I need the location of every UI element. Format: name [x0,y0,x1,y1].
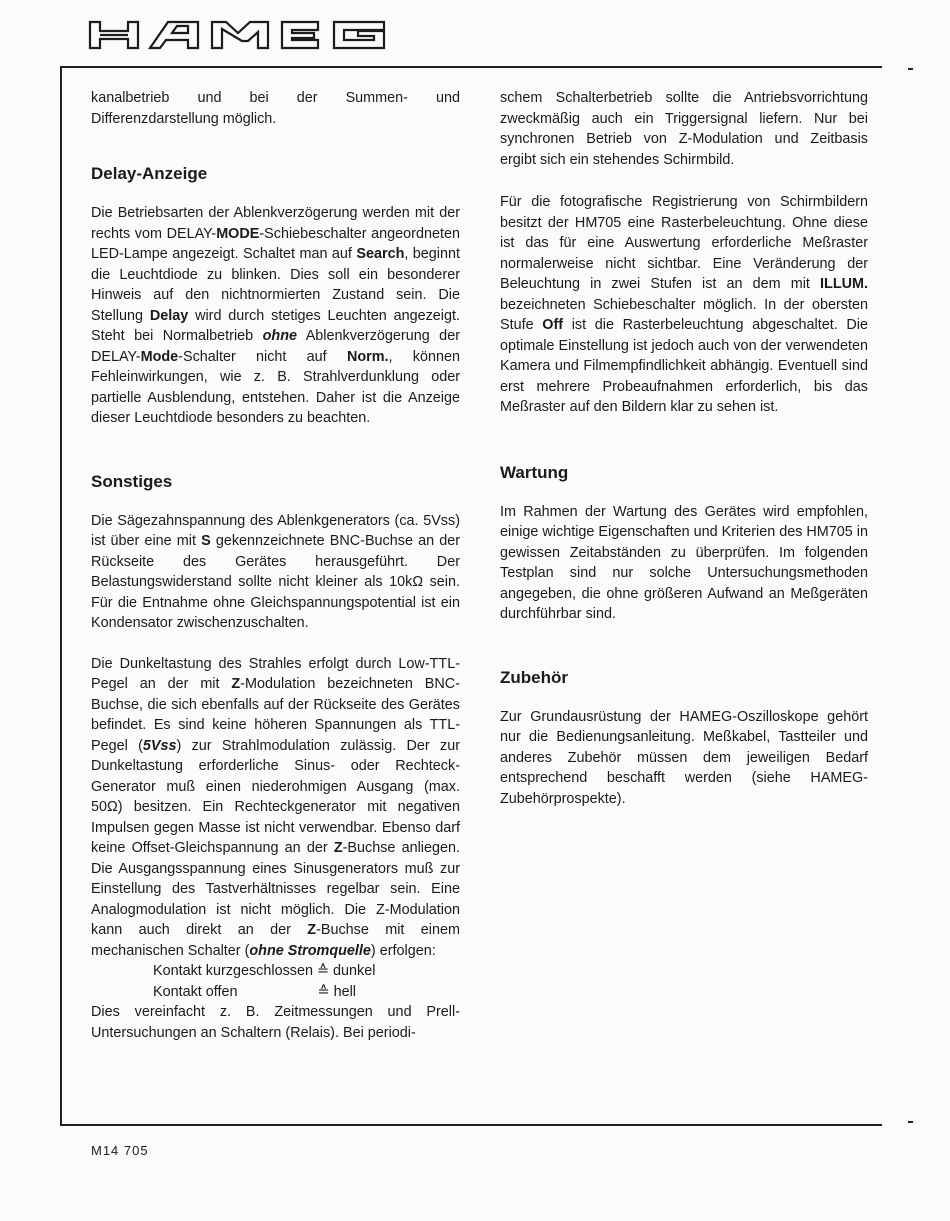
left-column [91,88,460,1043]
sonstiges-paragraph-1: Die Sägezahnspannung des Ablenkgenerators (ca. 5Vss) ist über eine mit S gekennzeichnete BNC-Buchse an der Rückseite des Gerätes herausgeführt. Der Belastungswiderstand sollte nicht kleiner als 10kΩ sein. Für die Entnahme ohne Gleichspannungspotential ist ein Kondensator zwischenzuschalten. [91,512,460,631]
bottom-rule [60,1124,882,1126]
heading-delay-anzeige: Delay-Anzeige [91,164,208,183]
sonstiges-paragraph-3: Dies vereinfacht z. B. Zeitmessungen und Prell-Untersuchungen an Schaltern (Relais). Bei periodi- [91,1004,460,1041]
right-paragraph-1: schem Schalterbetrieb sollte die Antriebsvorrichtung zweckmäßig auch ein Triggersignal liefern. Nur bei synchronen Betrieb von Z-Modulation und Zeitbasis ergibt sich ein stehendes Schirmbild. [500,90,868,168]
contact-line-closed: Kontakt kurzgeschlossen ≙ dunkel [153,963,376,979]
right-paragraph-2: Für die fotografische Registrierung von Schirmbildern besitzt der HM705 eine Rasterbeleuchtung. Ohne diese ist das für eine Auswertung erforderliche Meßraster normalerweise nicht sichtbar. Eine Veränderung der Beleuchtung in zwei Stufen ist an dem mit ILLUM. bezeichneten Schiebeschalter möglich. In der obersten Stufe Off ist die Rasterbeleuchtung abgeschaltet. Die optimale Einstellung ist jedoch auch von der verwendeten Kamera und Filmempfindlichkeit abhängig. Eventuell sind erst mehrere Probeaufnahmen erforderlich, bis das Meßraster auf den Bildern klar zu sehen ist. [500,194,868,415]
contact-line-open: Kontakt offen ≙ hell [153,983,356,1000]
left-rule [60,66,62,1125]
zubehoer-paragraph: Zur Grundausrüstung der HAMEG-Oszilloskope gehört nur die Bedienungsanleitung. Meßkabel, Tastteiler und anderes Zubehör müssen dem jeweiligen Bedarf entsprechend beschafft werden (siehe HAMEG-Zubehörprospekte). [500,708,868,807]
intro-paragraph: kanalbetrieb und bei der Summen- und Differenzdarstellung möglich. [91,90,460,127]
right-column [500,88,868,809]
margin-tick-bottom [908,1121,913,1123]
sonstiges-paragraph-2: Die Dunkeltastung des Strahles erfolgt durch Low-TTL-Pegel an der mit Z-Modulation bezeichneten BNC-Buchse, die sich ebenfalls auf der Rückseite des Gerätes befindet. Es sind keine höheren Spannungen als TTL-Pegel (5Vss) zur Strahlmodulation zulässig. Der zur Dunkeltastung erforderliche Sinus- oder Rechteck-Generator muß einen niederohmigen Ausgang (max. 50Ω) besitzen. Ein Rechteckgenerator mit negativen Impulsen gegen Masse ist nicht verwendbar. Ebenso darf keine Offset-Gleichspannung an der Z-Buchse anliegen. Die Ausgangsspannung eines Sinusgenerators muß zur Einstellung des Tastverhältnisses regelbar sein. Eine Analogmodulation ist nicht möglich. Die Z-Modulation kann auch direkt an der Z-Buchse mit einem mechanischen Schalter (ohne Stromquelle) erfolgen: [91,655,460,959]
heading-wartung: Wartung [500,462,569,482]
heading-zubehoer: Zubehör [500,667,568,687]
heading-sonstiges: Sonstiges [91,471,173,491]
wartung-paragraph: Im Rahmen der Wartung des Gerätes wird empfohlen, einige wichtige Eigenschaften und Kriterien des HM705 in gewissen Zeitabständen zu überprüfen. Im folgenden Testplan sind nur solche Untersuchungsmethoden angegeben, die ohne größeren Aufwand an Meßgeräten durchführbar sind. [500,503,868,622]
hameg-logo [88,20,394,50]
delay-paragraph: Die Betriebsarten der Ablenkverzögerung werden mit der rechts vom DELAY-MODE-Schiebeschalter angeordneten LED-Lampe angezeigt. Schaltet man auf Search, beginnt die Leuchtdiode zu blinken. Dies soll ein besonderer Hinweis auf den nichtnormierten Zustand sein. Die Stellung Delay wird durch stetiges Leuchten angezeigt. Steht bei Normalbetrieb ohne Ablenkverzögerung der DELAY-Mode-Schalter nicht auf Norm., können Fehleinwirkungen, wie z. B. Strahlverdunklung oder partielle Ausblendung, entstehen. Daher ist die Anzeige dieser Leuchtdiode besonders zu beachten. [91,205,461,426]
top-rule [60,66,882,68]
footer-code: M14 705 [91,1143,149,1158]
margin-tick-top [908,68,913,70]
